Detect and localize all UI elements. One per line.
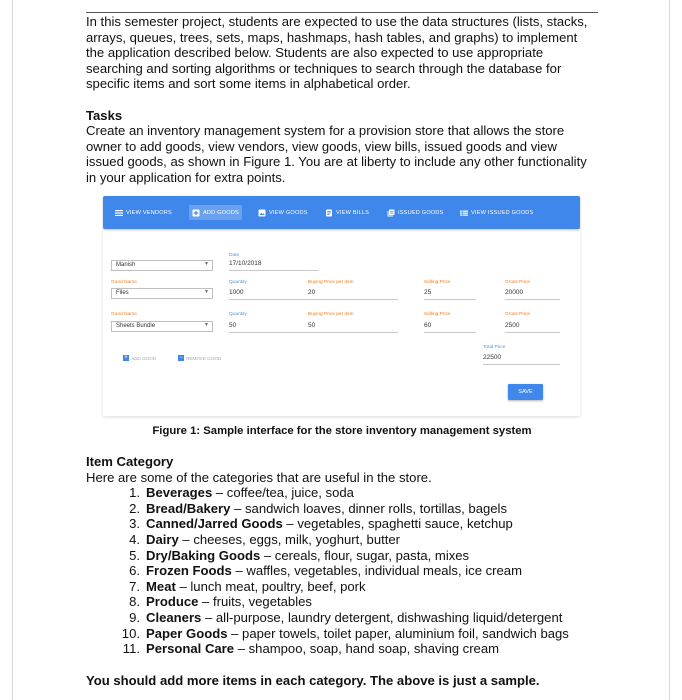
tasks-line: in your application for extra points.: [86, 169, 286, 185]
intro-line: the application described below. Students are also expected to use appropriate: [86, 45, 544, 61]
list-item: 5. Dry/Baking Goods – cereals, flour, sugar, pasta, mixes: [129, 547, 470, 563]
vendor-select[interactable]: [111, 260, 213, 271]
nav-view-goods[interactable]: VIEW GOODS: [258, 207, 308, 218]
nav-issued-goods[interactable]: ISSUED GOODS: [387, 207, 444, 218]
selling-price-label: Selling Price: [424, 312, 451, 317]
add-box-icon: [192, 209, 200, 217]
dropdown-arrow-icon: ▼: [204, 322, 209, 328]
save-button[interactable]: SAVE: [508, 384, 543, 400]
list-item: 2. Bread/Bakery – sandwich loaves, dinner rolls, tortillas, bagels: [129, 500, 507, 516]
nav-view-bills[interactable]: VIEW BILLS: [325, 207, 369, 218]
quantity-field[interactable]: 50: [229, 322, 237, 329]
gross-price-field: 2500: [505, 322, 520, 329]
intro-line: searching and sorting algorithms or techniques to search through the database for: [86, 60, 562, 76]
good-value: Files: [116, 290, 129, 296]
date-value[interactable]: 17/10/2018: [229, 260, 262, 267]
figure-caption: Figure 1: Sample interface for the store inventory management system: [152, 425, 532, 437]
gross-price-field: 20000: [505, 289, 524, 296]
list-item: 1. Beverages – coffee/tea, juice, soda: [129, 485, 354, 501]
list-item: 6. Frozen Foods – waffles, vegetables, individual meals, ice cream: [129, 563, 522, 579]
dropdown-arrow-icon: ▼: [204, 261, 209, 267]
good-select[interactable]: [111, 288, 213, 299]
top-rule: [86, 12, 598, 13]
tasks-paragraph: [86, 123, 601, 185]
intro-line: specific items and sort some items in alphabetical order.: [86, 76, 411, 92]
selling-price-label: Selling Price: [424, 280, 451, 285]
tasks-line: issued goods, as shown in Figure 1. You are at liberty to include any other functionality: [86, 154, 587, 170]
selling-price-field[interactable]: 25: [424, 289, 432, 296]
nav-bar: [103, 196, 580, 229]
closing-note: You should add more items in each category. The above is just a sample.: [86, 673, 540, 688]
category-heading: Item Category: [86, 454, 174, 469]
tasks-line: Create an inventory management system for a provision store that allows the store: [86, 123, 565, 139]
list-item: 4. Dairy – cheeses, eggs, milk, yoghurt, butter: [129, 531, 401, 547]
dropdown-arrow-icon: ▼: [204, 289, 209, 295]
remove-good-button[interactable]: [178, 355, 221, 361]
remove-good-label: REMOVE GOOD: [186, 355, 222, 361]
intro-line: arrays, queues, trees, sets, maps, hashmaps, hash tables, and graphs) to implement: [86, 29, 578, 45]
date-label: Date: [229, 253, 240, 258]
good-name-label: Good Name: [111, 280, 137, 285]
nav-add-goods[interactable]: ADD GOODS: [189, 205, 242, 220]
document-body: [86, 14, 601, 186]
list-item: 3. Canned/Jarred Goods – vegetables, spaghetti sauce, ketchup: [129, 516, 513, 532]
quantity-label: Quantity: [229, 280, 247, 285]
add-good-label: ADD GOOD: [131, 355, 157, 361]
nav-view-issued-goods[interactable]: VIEW ISSUED GOODS: [460, 207, 533, 218]
minus-icon: −: [179, 355, 183, 361]
selling-price-field[interactable]: 60: [424, 322, 432, 329]
tasks-heading: Tasks: [86, 107, 123, 123]
list-item: 9. Cleaners – all-purpose, laundry detergent, dishwashing liquid/detergent: [129, 609, 563, 625]
total-price-label: Total Price: [483, 345, 506, 350]
page-left-edge: [12, 0, 13, 700]
list-icon: [115, 209, 123, 217]
category-intro: Here are some of the categories that are useful in the store.: [86, 469, 432, 485]
tasks-line: owner to add goods, view vendors, view goods, view bills, issued goods and view: [86, 138, 557, 154]
vendor-value: Manish: [116, 262, 136, 268]
library-icon: [387, 209, 395, 217]
item-category-section: [86, 454, 606, 657]
nav-view-vendors[interactable]: VIEW VENDORS: [115, 207, 172, 218]
buying-price-field[interactable]: 20: [308, 289, 316, 296]
gross-price-label: Gross Price: [505, 280, 531, 285]
category-list: [86, 485, 606, 657]
receipt-icon: [325, 209, 333, 217]
quantity-label: Quantity: [229, 312, 247, 317]
gross-price-label: Gross Price: [505, 312, 531, 317]
page-right-edge: [669, 0, 670, 700]
total-price-value: 22500: [483, 354, 502, 361]
good-value: Sheets Bundle: [116, 323, 156, 329]
list-item: 8. Produce – fruits, vegetables: [129, 594, 312, 610]
plus-icon: +: [124, 355, 128, 361]
buying-price-label: Buying Price per item: [308, 312, 354, 317]
view-list-icon: [460, 209, 468, 217]
list-item: 11. Personal Care – shampoo, soap, hand soap, shaving cream: [122, 641, 500, 657]
buying-price-field[interactable]: 50: [308, 322, 316, 329]
good-name-label: Good Name: [111, 312, 137, 317]
image-icon: [258, 209, 266, 217]
intro-line: In this semester project, students are expected to use the data structures (lists, stacks,: [86, 14, 588, 29]
list-item: 7. Meat – lunch meat, poultry, beef, pork: [129, 578, 366, 594]
buying-price-label: Buying Price per item: [308, 280, 354, 285]
intro-paragraph: [86, 14, 601, 92]
figure-inventory-ui: [103, 196, 580, 416]
good-select[interactable]: [111, 321, 213, 332]
quantity-field[interactable]: 1000: [229, 289, 244, 296]
list-item: 10. Paper Goods – paper towels, toilet paper, aluminium foil, sandwich bags: [121, 625, 569, 641]
add-good-button[interactable]: [123, 355, 156, 361]
